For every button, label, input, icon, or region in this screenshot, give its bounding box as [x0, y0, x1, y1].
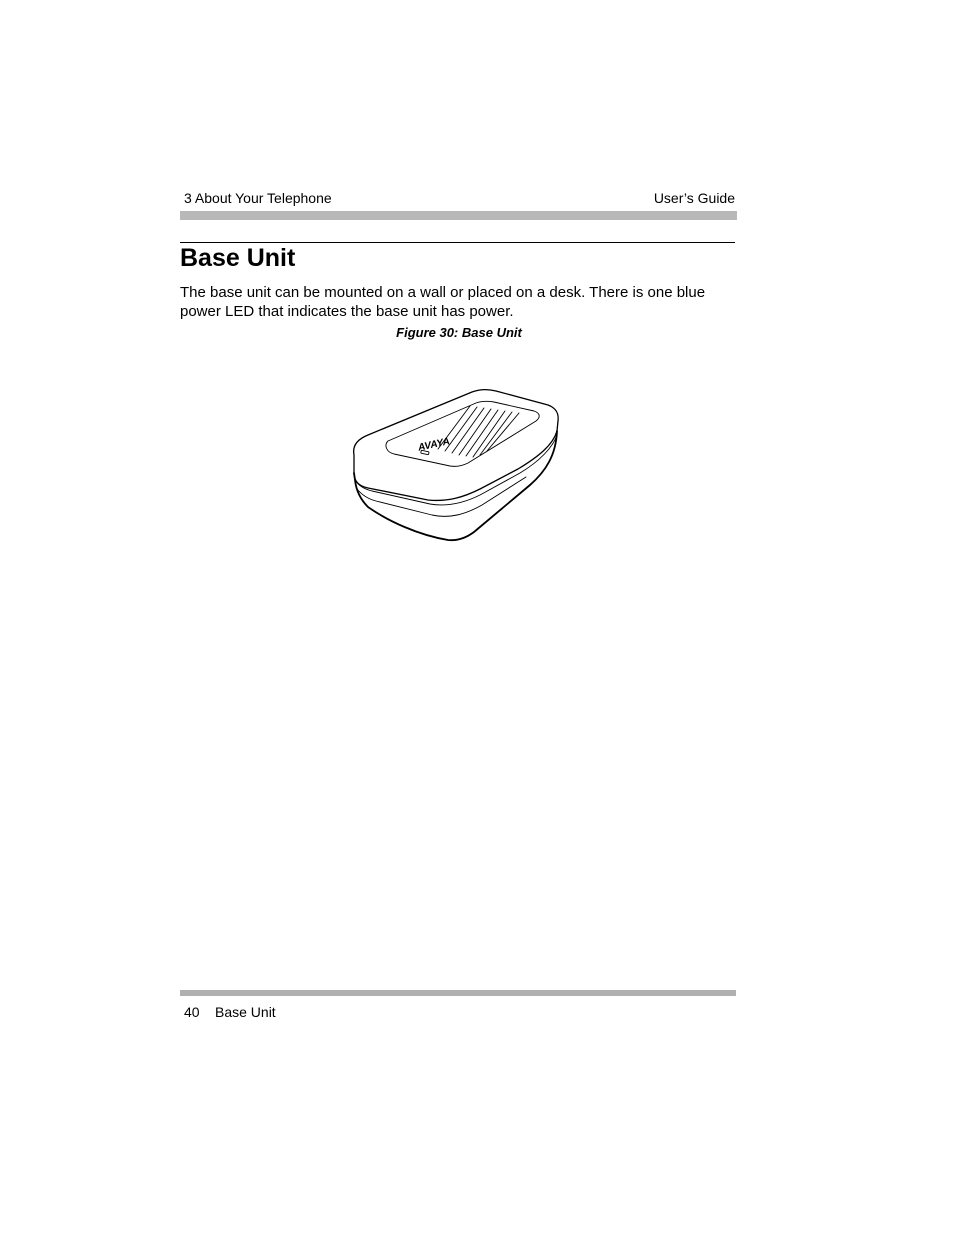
section-title: Base Unit	[180, 244, 296, 272]
body-paragraph: The base unit can be mounted on a wall or placed on a desk. There is one blue power LED that indicates the base unit has power.	[180, 284, 706, 320]
footer-rule-bar	[180, 990, 736, 996]
footer-section-name: Base Unit	[215, 1004, 276, 1020]
base-unit-illustration	[348, 385, 564, 545]
avaya-logo: AVAYA	[417, 436, 451, 454]
running-header-guide: User’s Guide	[653, 190, 735, 206]
header-rule-bar	[180, 211, 737, 220]
figure-caption: Figure 30: Base Unit	[396, 325, 522, 340]
page-number: 40	[184, 1004, 200, 1020]
running-header-chapter: 3 About Your Telephone	[184, 190, 332, 206]
